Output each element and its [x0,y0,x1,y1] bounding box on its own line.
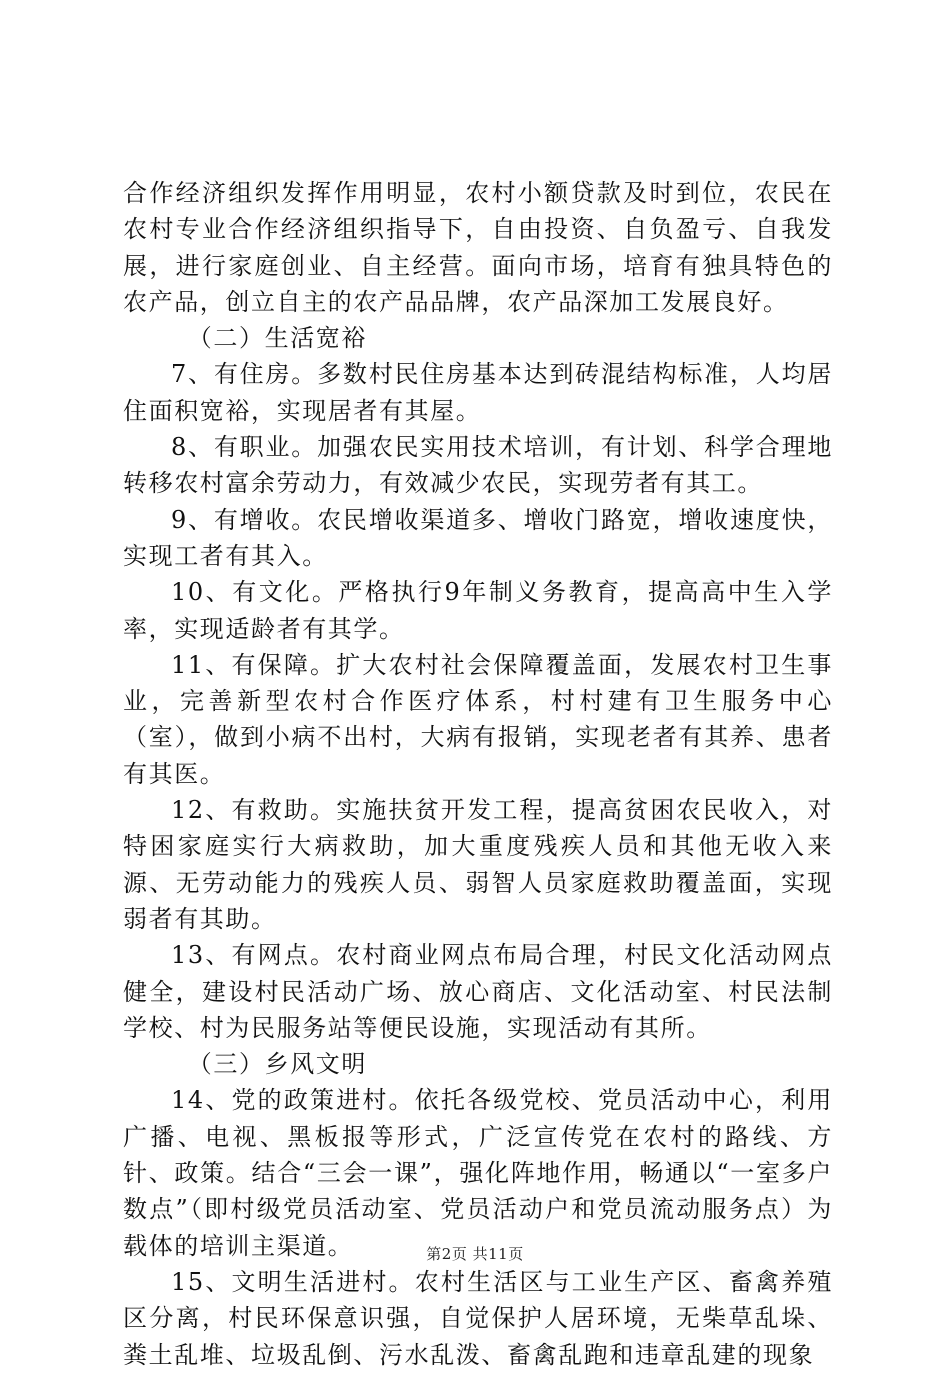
paragraph-item-7: 7、有住房。多数村民住房基本达到砖混结构标准，人均居住面积宽裕，实现居者有其屋。 [123,360,833,425]
paragraph-item-10: 10、有文化。严格执行9年制义务教育，提高高中生入学率，实现适龄者有其学。 [123,578,833,643]
paragraph-item-11: 11、有保障。扩大农村社会保障覆盖面，发展农村卫生事业，完善新型农村合作医疗体系，村村建有卫生服务中心（室），做到小病不出村，大病有报销，实现老者有其养、患者有其医。 [123,650,833,788]
document-body [123,175,833,1373]
paragraph-continuation: 合作经济组织发挥作用明显，农村小额贷款及时到位，农民在农村专业合作经济组织指导下，自由投资、自负盈亏、自我发展，进行家庭创业、自主经营。面向市场，培育有独具特色的农产品，创立自主的农产品品牌，农产品深加工发展良好。 [123,179,833,316]
paragraph-item-13: 13、有网点。农村商业网点布局合理，村民文化活动网点健全，建设村民活动广场、放心商店、文化活动室、村民法制学校、村为民服务站等便民设施，实现活动有其所。 [123,941,833,1042]
paragraph-item-9: 9、有增收。农民增收渠道多、增收门路宽，增收速度快，实现工者有其入。 [123,505,833,570]
paragraph-item-12: 12、有救助。实施扶贫开发工程，提高贫困农民收入，对特困家庭实行大病救助，加大重度残疾人员和其他无收入来源、无劳动能力的残疾人员、弱智人员家庭救助覆盖面，实现弱者有其助。 [123,796,833,933]
section-heading-civility: （三）乡风文明 [187,1050,367,1079]
page-number-footer: 第2页 共11页 [426,1245,524,1263]
paragraph-item-14: 14、党的政策进村。依托各级党校、党员活动中心，利用广播、电视、黑板报等形式，广泛宣传党在农村的路线、方针、政策。结合“三会一课”，强化阵地作用，畅通以“一室多户数点”（即村级党员活动室、党员活动户和党员流动服务点）为载体的培训主渠道。 [123,1086,833,1260]
paragraph-item-8: 8、有职业。加强农民实用技术培训，有计划、科学合理地转移农村富余劳动力，有效减少农民，实现劳者有其工。 [123,433,833,498]
paragraph-item-15: 15、文明生活进村。农村生活区与工业生产区、畜禽养殖区分离，村民环保意识强，自觉保护人居环境，无柴草乱垛、粪土乱堆、垃圾乱倒、污水乱泼、畜禽乱跑和违章乱建的现象 [123,1267,833,1369]
section-heading-living: （二）生活宽裕 [187,324,367,353]
